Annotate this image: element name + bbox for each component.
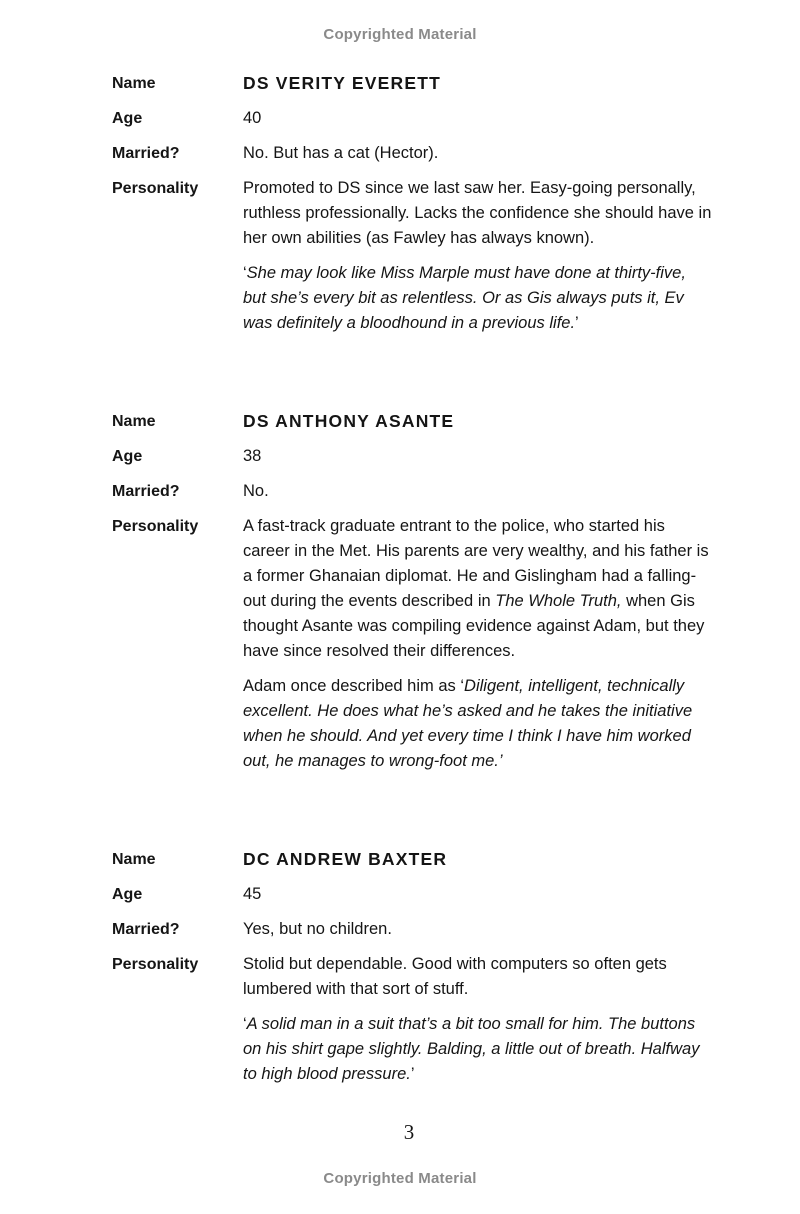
personality-label: Personality <box>112 956 199 973</box>
character-profile-baxter <box>112 847 712 1087</box>
personality-text: Stolid but dependable. Good with computers so often gets lumbered with that sort of stuff. <box>243 955 667 998</box>
character-name: DS VERITY EVERETT <box>243 73 442 93</box>
quote-intro: Adam once described him as ‘ <box>243 677 465 695</box>
married-value: No. <box>243 482 269 500</box>
personality-text: Promoted to DS since we last saw her. Easy-going personally, ruthless professionally. Lacks the confidence she should have in her own abilities (as Fawley has always known). <box>243 179 712 247</box>
personality-row <box>112 176 712 336</box>
quote-text: She may look like Miss Marple must have done at thirty-five, but she’s every bit as relentless. Or as Gis always puts it, Ev was definitely a bloodhound in a previous life. <box>243 264 686 332</box>
page-number: 3 <box>403 1120 415 1144</box>
personality-label: Personality <box>112 518 199 535</box>
age-row <box>112 882 712 907</box>
personality-row <box>112 514 712 774</box>
personality-block <box>243 514 712 774</box>
age-value: 45 <box>243 885 262 903</box>
married-row <box>112 917 712 942</box>
name-row <box>112 847 712 872</box>
character-name: DS ANTHONY ASANTE <box>243 411 455 431</box>
name-row <box>112 71 712 96</box>
book-title: The Whole Truth, <box>495 592 622 610</box>
age-value: 40 <box>243 109 262 127</box>
copyright-watermark-bottom: Copyrighted Material <box>323 1170 477 1187</box>
character-profile-asante <box>112 409 712 774</box>
character-profile-everett <box>112 71 712 336</box>
married-label: Married? <box>112 145 180 162</box>
name-label: Name <box>112 75 156 92</box>
character-quote <box>243 674 712 774</box>
age-value: 38 <box>243 447 262 465</box>
personality-text-end: when Gis thought Asante was compiling evidence against Adam, but they have since resolved their differences. <box>243 592 705 660</box>
name-label: Name <box>112 413 156 430</box>
quote-text: A solid man in a suit that’s a bit too small for him. The buttons on his shirt gape slightly. Balding, a little out of breath. Halfway to high blood pressure. <box>243 1015 700 1083</box>
name-row <box>112 409 712 434</box>
married-value: No. But has a cat (Hector). <box>243 144 439 162</box>
personality-block <box>243 952 712 1087</box>
quote-text: Diligent, intelligent, technically excellent. He does what he’s asked and he takes the initiative when he should. And yet every time I think I have him worked out, he manages to wrong-foot me.’ <box>243 677 693 770</box>
name-label: Name <box>112 851 156 868</box>
married-label: Married? <box>112 483 180 500</box>
personality-text <box>243 514 712 664</box>
married-value: Yes, but no children. <box>243 920 392 938</box>
married-row <box>112 141 712 166</box>
age-label: Age <box>112 886 143 903</box>
age-row <box>112 444 712 469</box>
personality-block <box>243 176 712 336</box>
quote-open-mark: ‘ <box>243 1015 247 1033</box>
copyright-watermark-top: Copyrighted Material <box>323 26 477 43</box>
personality-row <box>112 952 712 1087</box>
age-row <box>112 106 712 131</box>
character-name: DC ANDREW BAXTER <box>243 849 448 869</box>
character-quote <box>243 261 712 336</box>
age-label: Age <box>112 110 143 127</box>
married-label: Married? <box>112 921 180 938</box>
married-row <box>112 479 712 504</box>
character-quote <box>243 1012 712 1087</box>
age-label: Age <box>112 448 143 465</box>
quote-close-mark: ’ <box>410 1065 415 1083</box>
personality-label: Personality <box>112 180 199 197</box>
personality-text-start: A fast-track graduate entrant to the police, who started his career in the Met. His parents are very wealthy, and his father is a former Ghanaian diplomat. He and Gislingham had a falling-out during the events described in <box>243 517 709 610</box>
quote-close-mark: ’ <box>575 314 579 332</box>
quote-open-mark: ‘ <box>243 264 247 282</box>
